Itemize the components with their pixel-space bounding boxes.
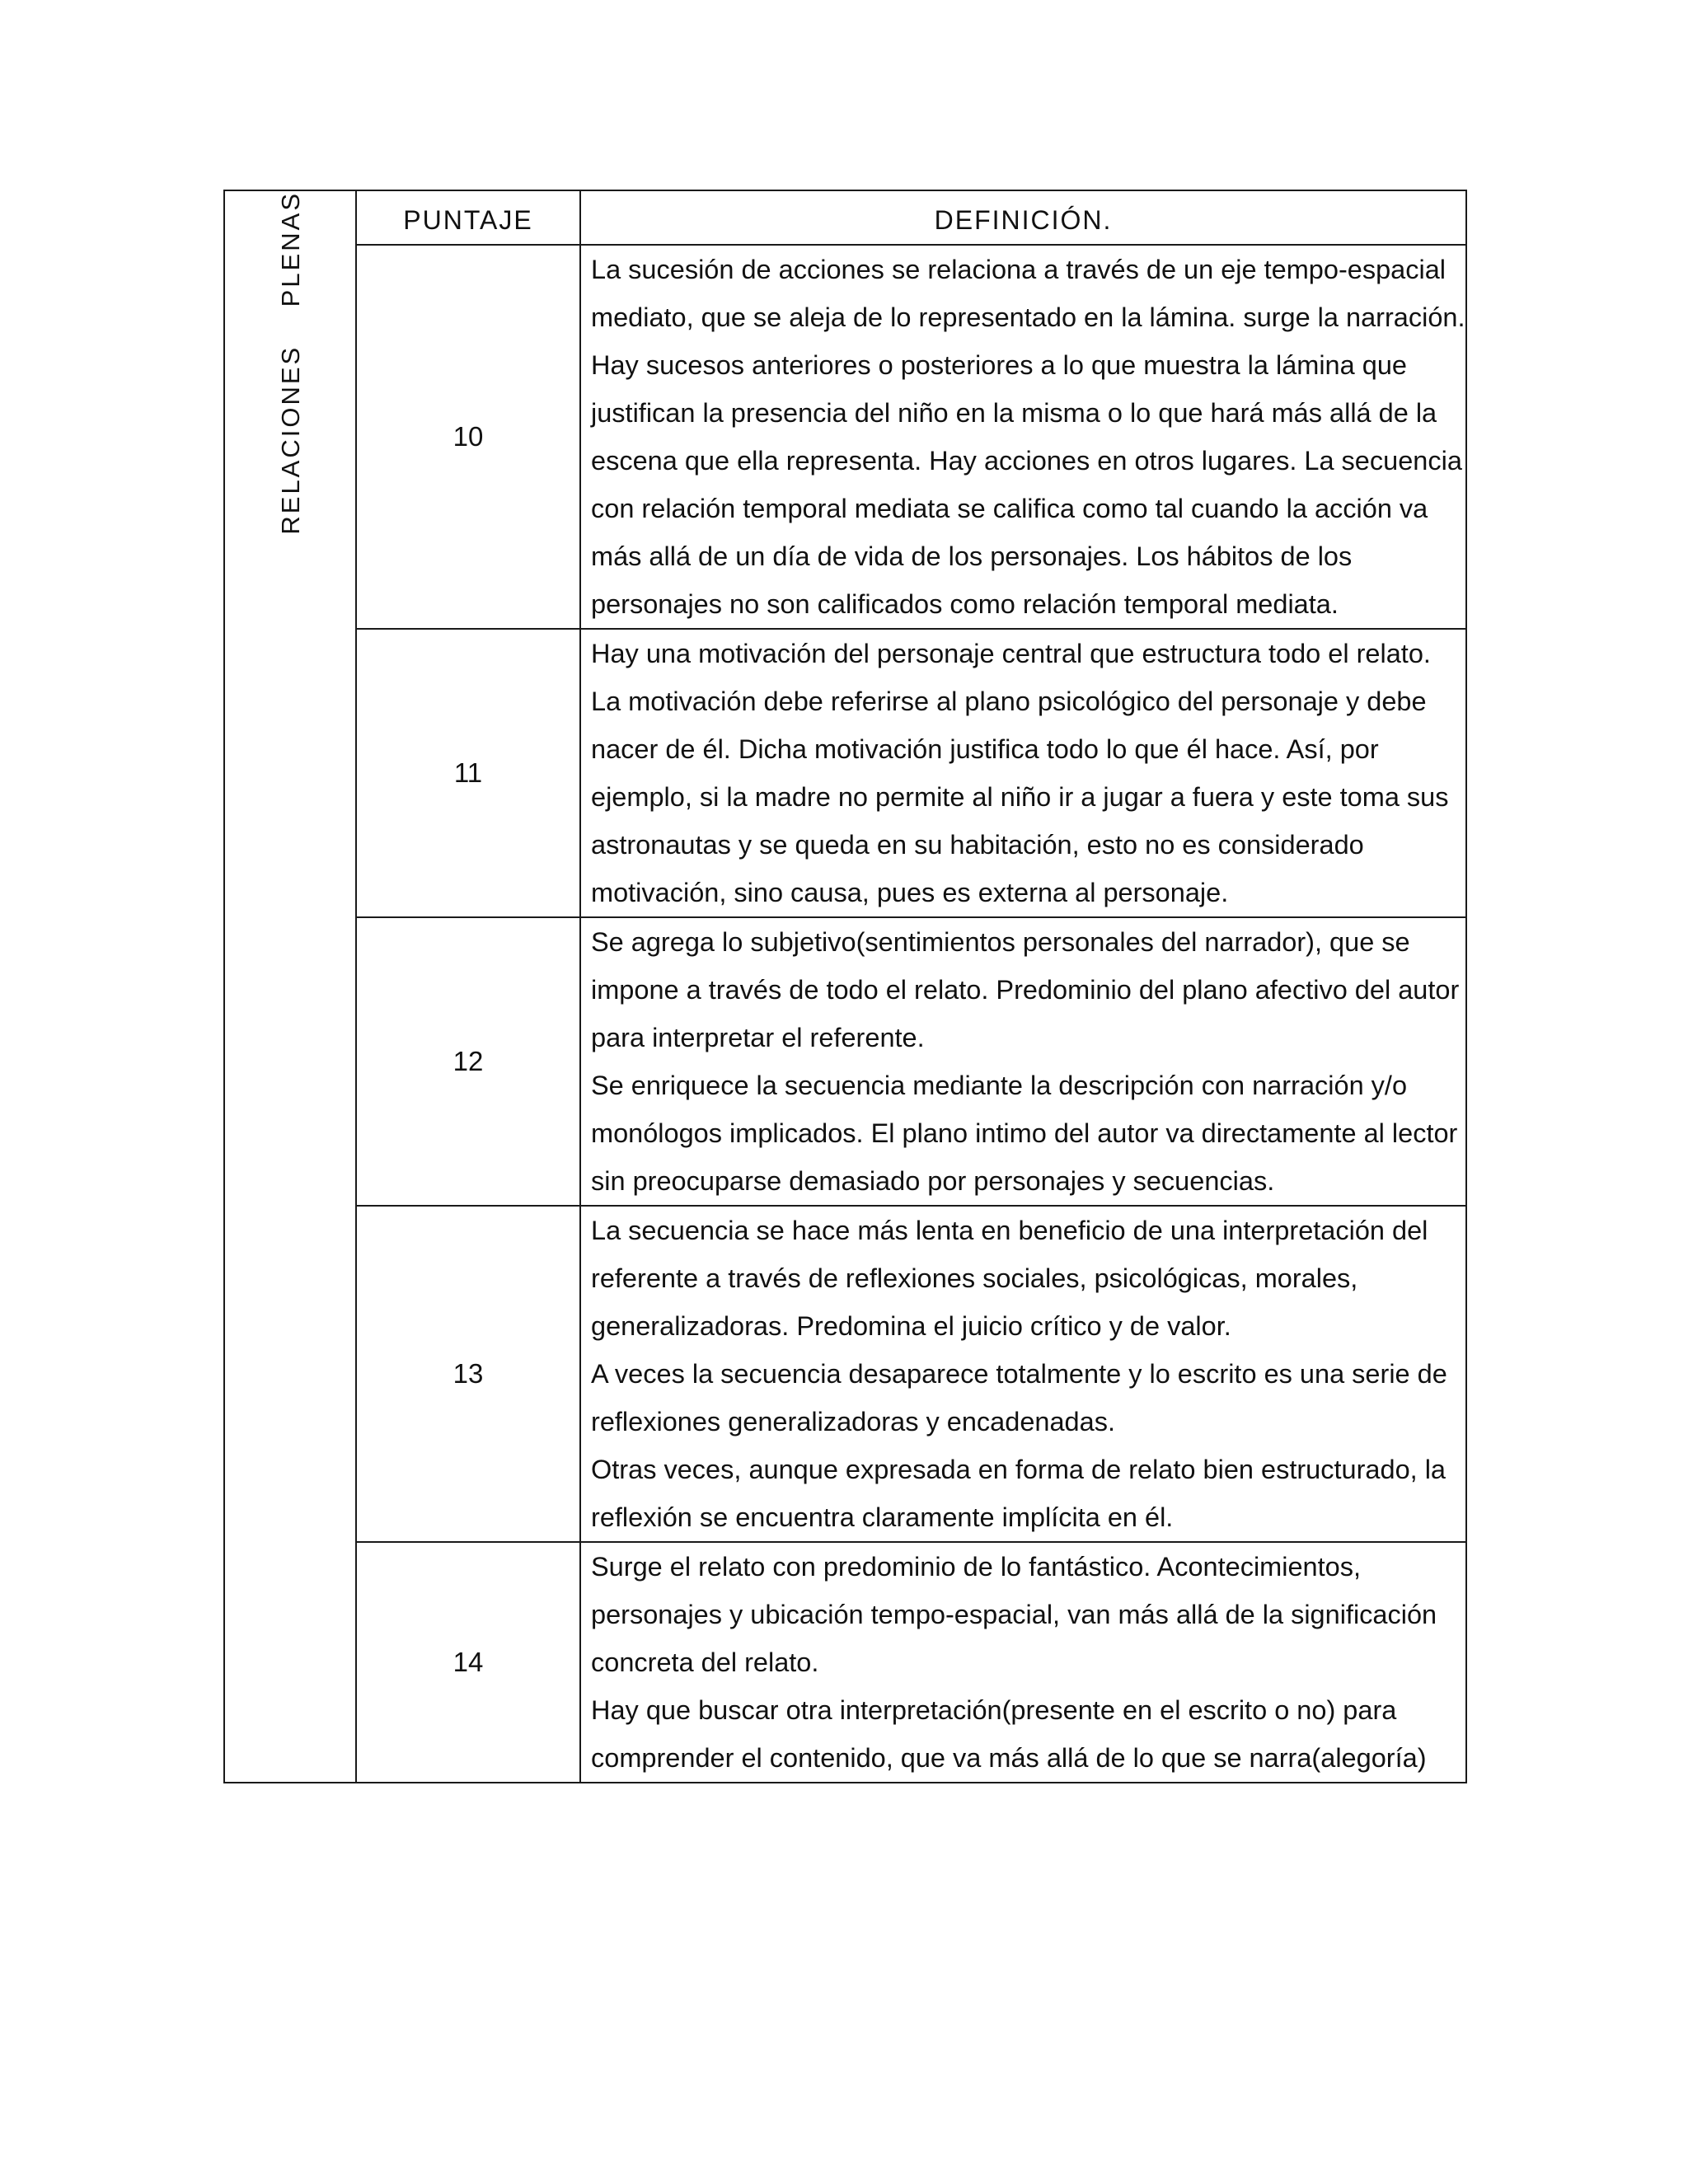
table-row <box>224 629 1466 917</box>
score-cell: 10 <box>356 245 580 629</box>
score-cell: 14 <box>356 1542 580 1783</box>
definition-paragraph: Hay una motivación del personaje central que estructura todo el relato. <box>591 639 1431 668</box>
definition-cell <box>580 245 1466 629</box>
table-row <box>224 917 1466 1206</box>
definition-paragraph: La secuencia se hace más lenta en beneficio de una interpretación del referente a través de reflexiones sociales, psicológicas, morales, generalizadoras. Predomina el juicio crítico y de valor. <box>591 1216 1428 1341</box>
definition-cell <box>580 1206 1466 1542</box>
definition-paragraph: Hay que buscar otra interpretación(presente en el escrito o no) para comprender el contenido, que va más allá de lo que se narra(alegoría) <box>591 1695 1427 1773</box>
score-cell: 11 <box>356 629 580 917</box>
definition-cell <box>580 629 1466 917</box>
header-row <box>224 190 1466 245</box>
definition-paragraph: Hay sucesos anteriores o posteriores a lo que muestra la lámina que justifican la presencia del niño en la misma o lo que hará más allá de la escena que ella representa. Hay acciones en otros lugares. La secuencia con relación temporal mediata se califica como tal cuando la acción va más allá de un día de vida de los personajes. Los hábitos de los personajes no son calificados como relación temporal mediata. <box>591 350 1462 619</box>
table-row <box>224 245 1466 629</box>
definition-paragraph: Se agrega lo subjetivo(sentimientos personales del narrador), que se impone a través de todo el relato. Predominio del plano afectivo del autor para interpretar el referente. <box>591 927 1460 1052</box>
definition-paragraph: La sucesión de acciones se relaciona a través de un eje tempo-espacial mediato, que se aleja de lo representado en la lámina. surge la narración. <box>591 255 1465 332</box>
definition-paragraph: A veces la secuencia desaparece totalmente y lo escrito es una serie de reflexiones generalizadoras y encadenadas. <box>591 1359 1447 1436</box>
table-row <box>224 1206 1466 1542</box>
side-label-cell <box>224 190 356 1783</box>
side-label: RELACIONES PLENAS <box>276 191 305 535</box>
header-definition: DEFINICIÓN. <box>580 190 1466 245</box>
definition-paragraph: Se enriquece la secuencia mediante la descripción con narración y/o monólogos implicados. El plano intimo del autor va directamente al lector sin preocuparse demasiado por personajes y secuencias. <box>591 1071 1458 1196</box>
score-cell: 12 <box>356 917 580 1206</box>
definition-cell <box>580 1542 1466 1783</box>
definition-paragraph: Surge el relato con predominio de lo fantástico. Acontecimientos, personajes y ubicación tempo-espacial, van más allá de la significación concreta del relato. <box>591 1552 1437 1677</box>
scoring-table <box>223 190 1467 1783</box>
definition-paragraph: Otras veces, aunque expresada en forma de relato bien estructurado, la reflexión se encuentra claramente implícita en él. <box>591 1455 1447 1532</box>
score-cell: 13 <box>356 1206 580 1542</box>
definition-paragraph: La motivación debe referirse al plano psicológico del personaje y debe nacer de él. Dicha motivación justifica todo lo que él hace. Así, por ejemplo, si la madre no permite al niño ir a jugar a fuera y este toma sus astronautas y se queda en su habitación, esto no es considerado motivación, sino causa, pues es externa al personaje. <box>591 687 1449 907</box>
header-score: PUNTAJE <box>356 190 580 245</box>
table-row <box>224 1542 1466 1783</box>
definition-cell <box>580 917 1466 1206</box>
